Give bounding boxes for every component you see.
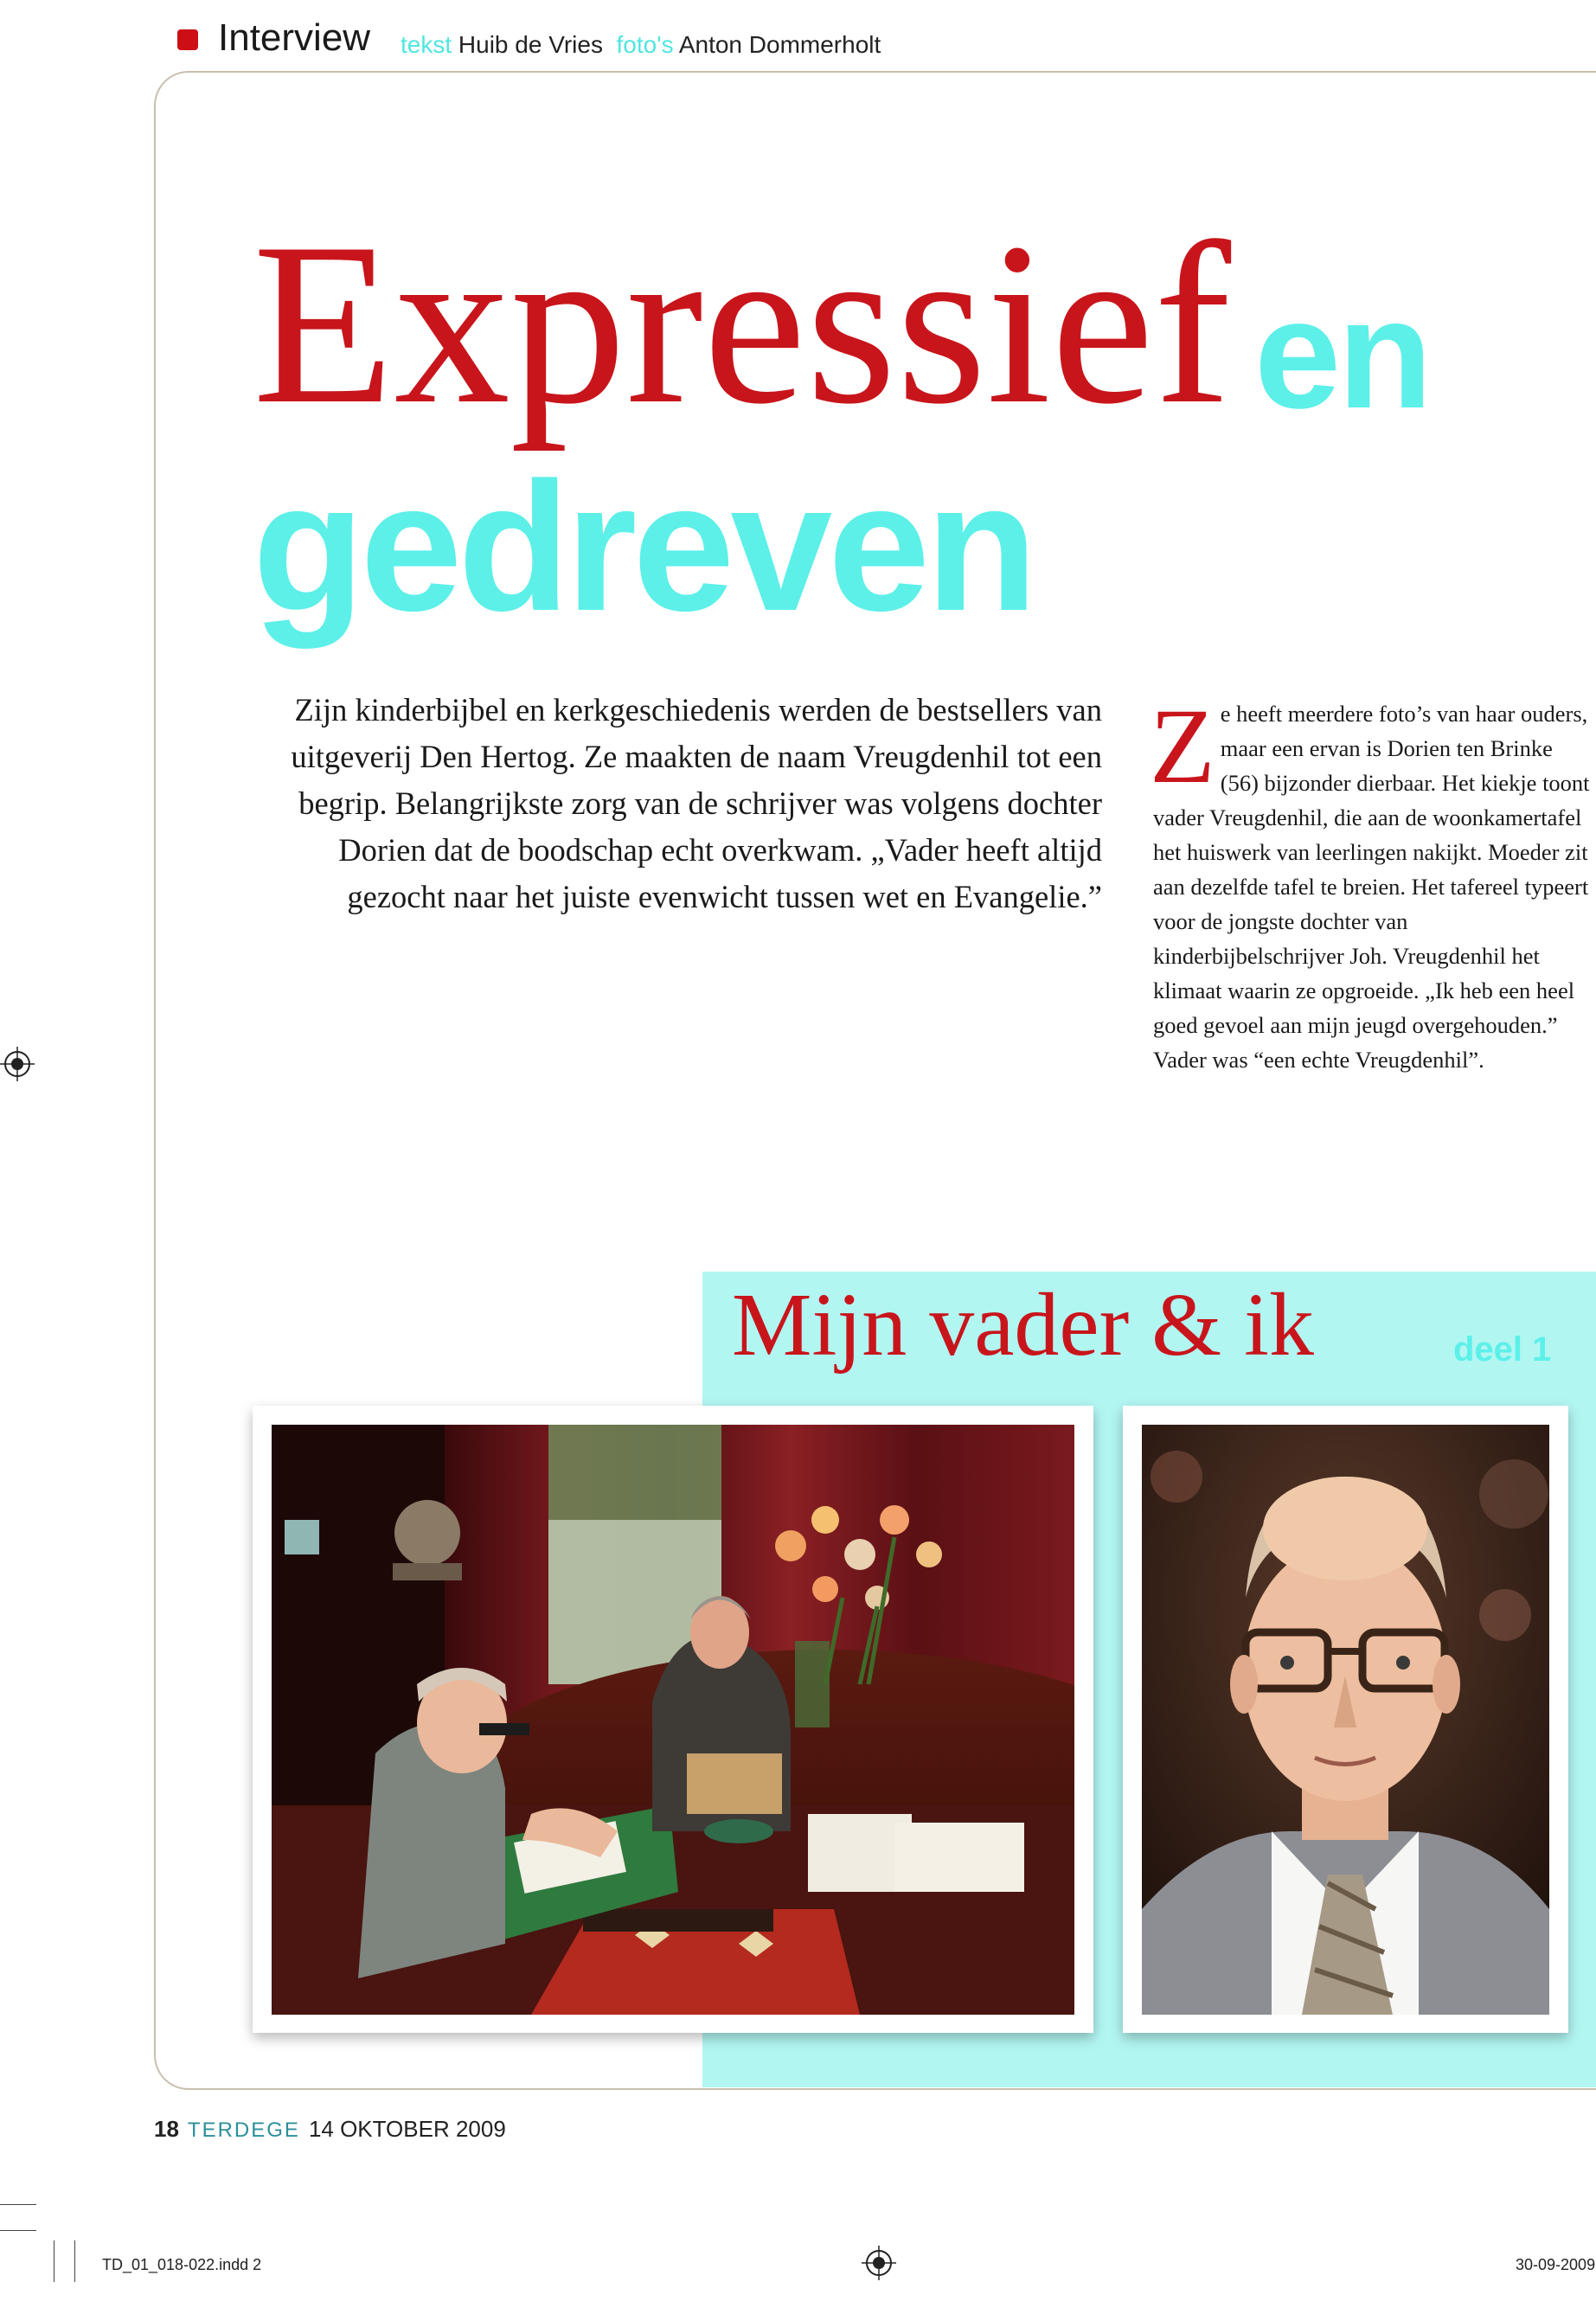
series-part: deel 1 (1453, 1330, 1552, 1368)
credit-photo-label: foto's (616, 31, 674, 58)
registration-mark-left (0, 1047, 35, 1081)
crop-mark (74, 2240, 75, 2282)
credit-text-name: Huib de Vries (458, 31, 603, 58)
section-marker (177, 29, 198, 50)
credit-text-label: tekst (401, 31, 452, 58)
crop-mark (0, 2204, 36, 2205)
body-column (1150, 687, 1594, 1077)
intro-paragraph: Zijn kinderbijbel en kerkgeschiedenis werden de bestsellers van uitgeverij Den Hertog. Ze maakten de naam Vreugdenhil tot een begrip. Belangrijkste zorg van de schrijver was volgens dochter Dorien dat de boodschap echt overkwam. „Vader heeft altijd gezocht naar het juiste evenwicht tussen wet en Evangelie.” (291, 692, 1102, 914)
drop-cap: Z (1150, 687, 1215, 805)
section-label: Interview (218, 16, 371, 59)
registration-mark-bottom (862, 2246, 896, 2280)
body-text-1: e heeft meerdere foto’s van haar ouders, maar een ervan is Dorien ten Brinke (56) bijzonder dierbaar. Het kiekje toont vader Vreugdenhil, die aan de woonkamertafel het huiswerk van leerlingen nakijkt. Moeder zit aan dezelfde tafel te breien. Het tafereel typeert voor de jongste dochter van kinderbijbelschrijver Joh. Vreugdenhil het klimaat waarin ze opgroeide. „Ik heb een heel goed gevoel aan mijn jeugd overgehouden.” (1153, 701, 1590, 1038)
photo-father-portrait (1123, 1406, 1568, 2033)
folio (154, 2118, 506, 2141)
series-title: Mijn vader & ik (732, 1275, 1315, 1375)
magazine-name: TERDEGE (187, 2118, 300, 2142)
body-paragraph-1 (1150, 687, 1594, 1042)
slug-file: TD_01_018-022.indd 2 (102, 2256, 262, 2273)
slug-date: 30-09-2009 (1516, 2256, 1596, 2273)
photo-parents-at-table (253, 1406, 1093, 2033)
photo-parents-image (272, 1425, 1074, 2015)
issue-date: 14 OKTOBER 2009 (308, 2116, 506, 2142)
headline-part-1: Expressief (253, 195, 1232, 452)
headline-part-2: en (1254, 267, 1430, 441)
page-number: 18 (154, 2116, 179, 2142)
credit-photo-name: Anton Dommerholt (678, 31, 881, 58)
credits (401, 33, 881, 57)
photo-father-image (1142, 1425, 1549, 2015)
body-paragraph-2: Vader was “een echte Vreugdenhil”. (1153, 1047, 1484, 1073)
headline-part-3: gedreven (253, 444, 1034, 649)
crop-mark (0, 2230, 36, 2231)
